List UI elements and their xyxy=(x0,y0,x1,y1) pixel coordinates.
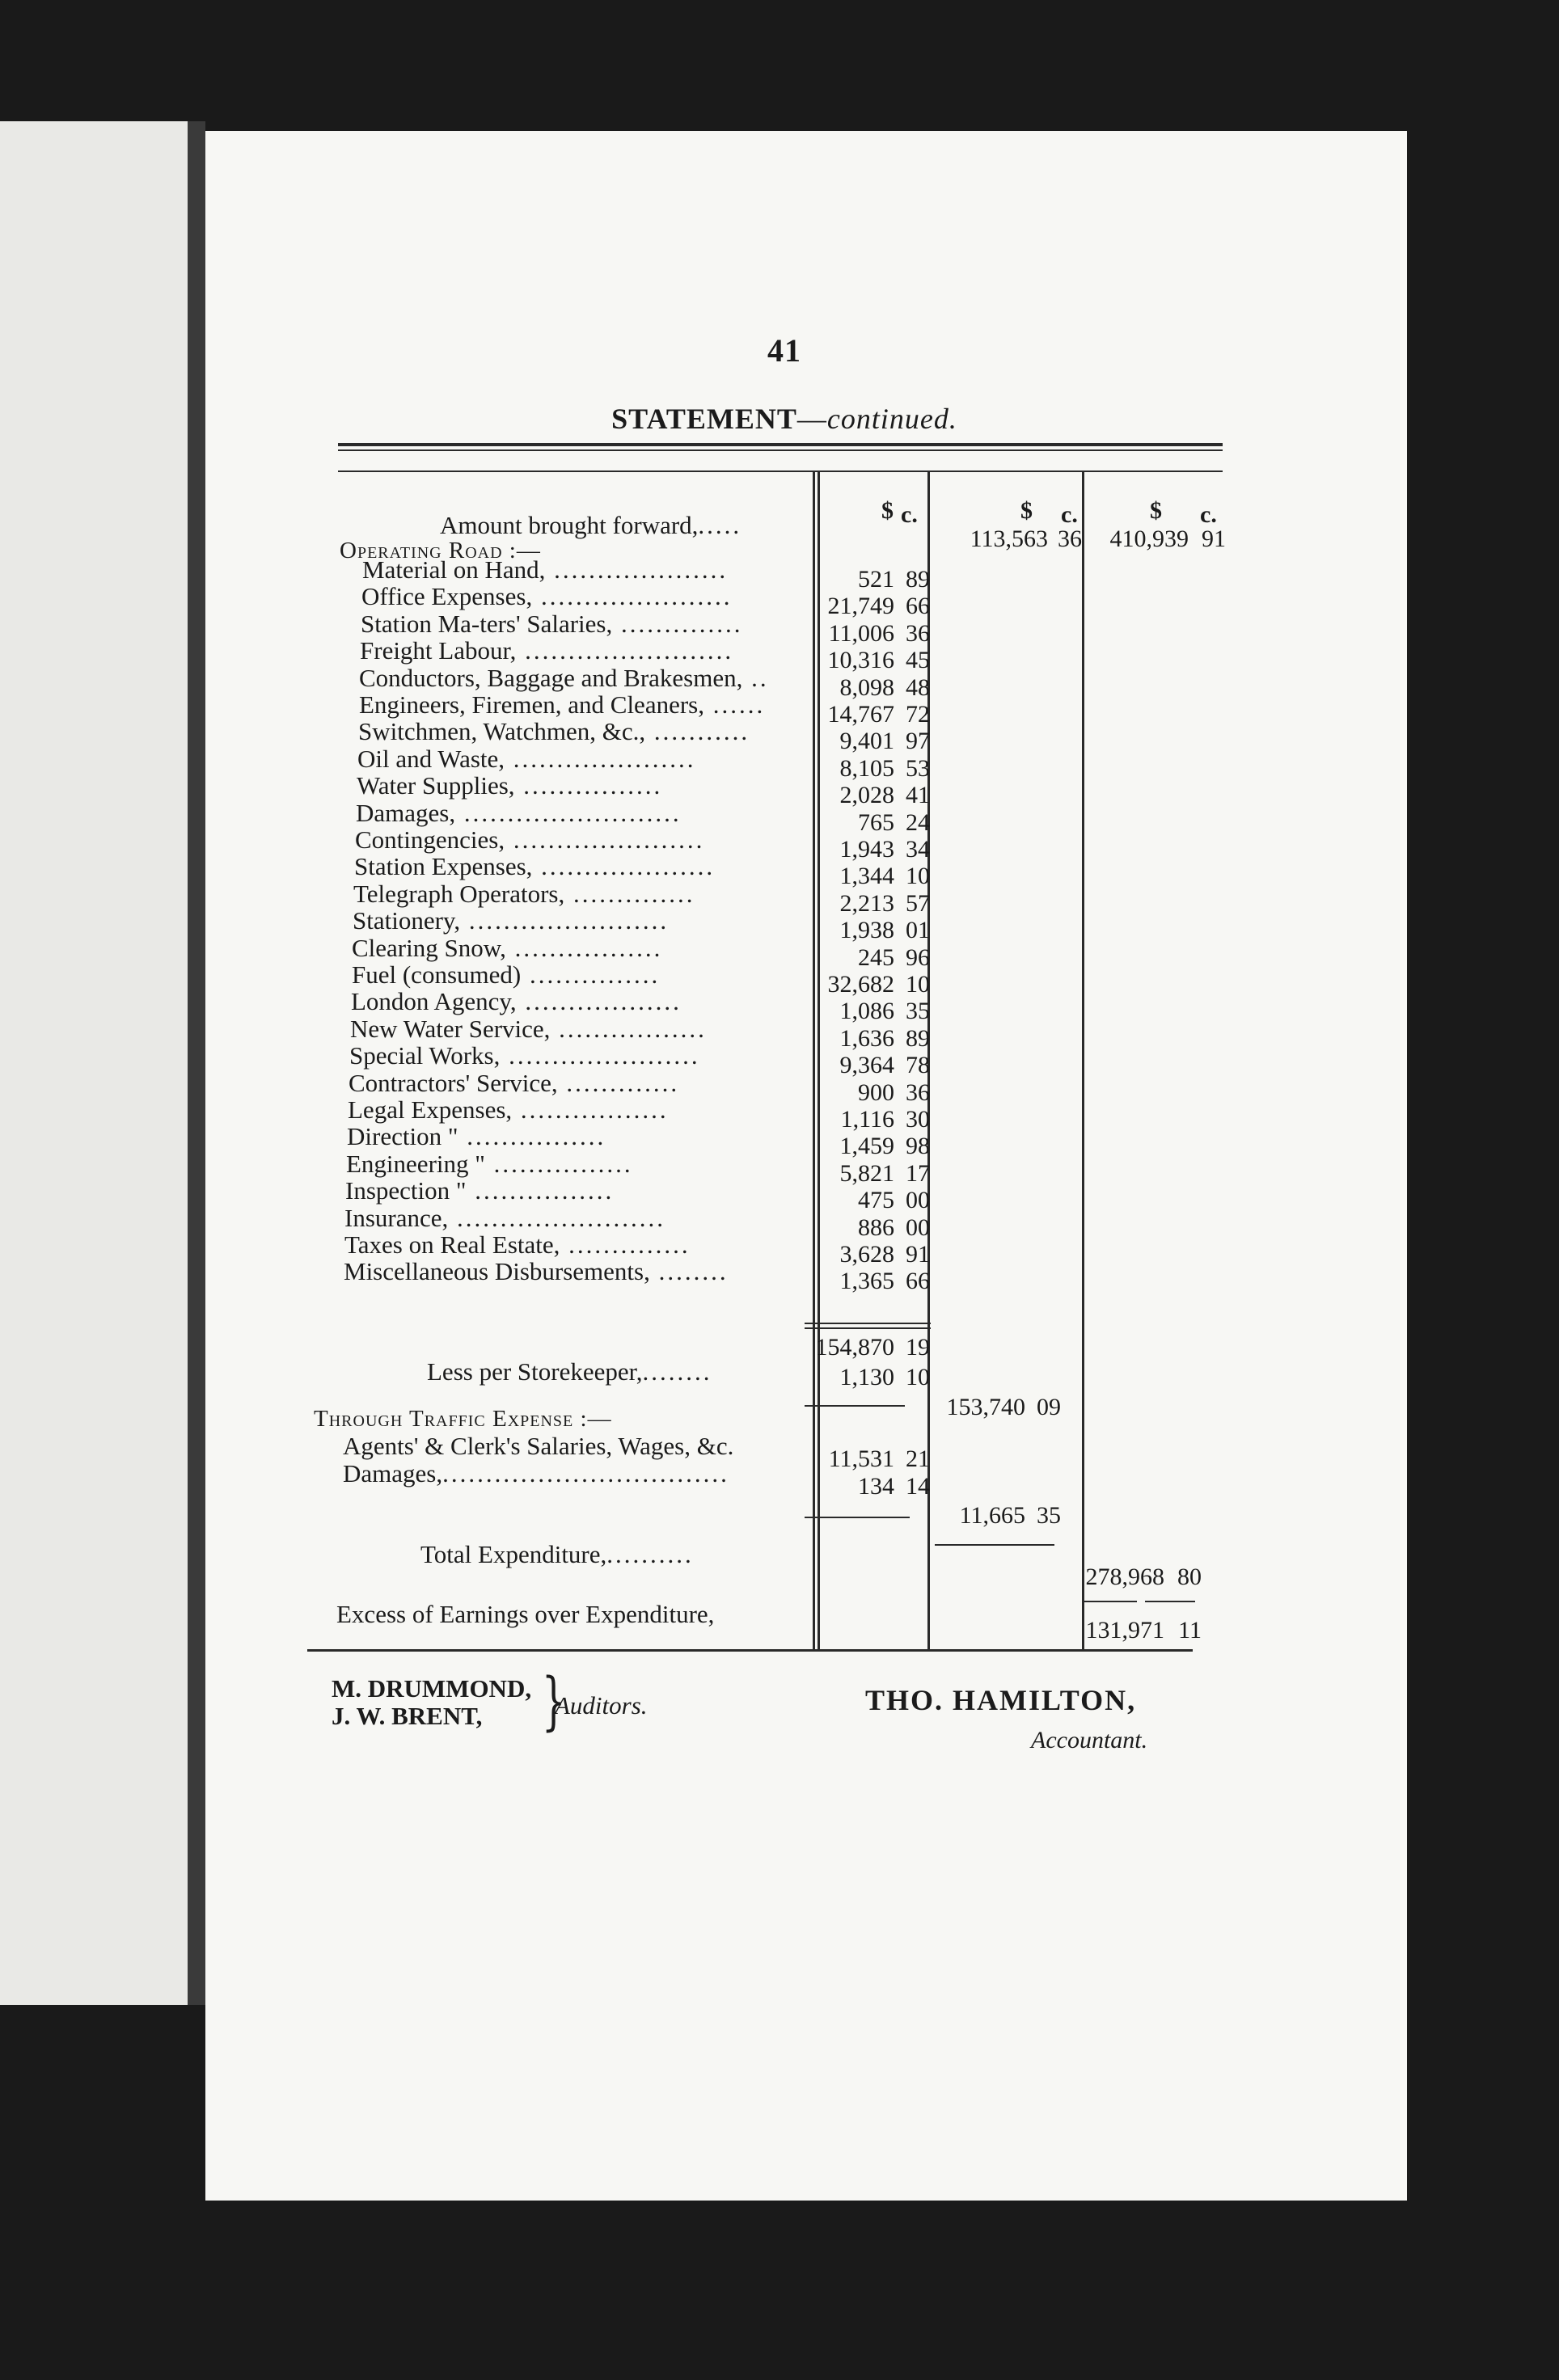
operating-item-dollars: 1,636 xyxy=(839,1025,894,1052)
heading-main: STATEMENT xyxy=(611,403,797,435)
operating-item-cents: 00 xyxy=(906,1214,930,1241)
operating-item-dollars: 5,821 xyxy=(839,1160,894,1187)
through-total-cents: 35 xyxy=(1037,1502,1061,1529)
operating-item-label: Damages, ......................... xyxy=(356,800,682,827)
operating-item-label: Miscellaneous Disbursements, ........ xyxy=(344,1258,729,1285)
heading-sep: — xyxy=(796,403,827,435)
operating-item-cents: 89 xyxy=(906,566,930,593)
operating-item-dollars: 1,344 xyxy=(839,863,894,889)
operating-item-dollars: 8,098 xyxy=(839,674,894,701)
brought-forward-col3-dollars: 410,939 xyxy=(1109,525,1189,552)
heading-continued: continued. xyxy=(826,403,957,435)
operating-item-dollars: 1,365 xyxy=(839,1268,894,1294)
operating-item-cents: 97 xyxy=(906,728,930,754)
through-item-damages-dollars: 134 xyxy=(858,1473,894,1500)
total-rule xyxy=(935,1544,1054,1546)
operating-item-dollars: 245 xyxy=(858,944,894,971)
statement-heading xyxy=(501,402,1067,436)
operating-item-dollars: 9,401 xyxy=(839,728,894,754)
operating-item-label: Office Expenses, ...................... xyxy=(361,583,733,610)
operating-item-label: Contractors' Service, ............. xyxy=(349,1070,680,1097)
operating-item-label: New Water Service, ................. xyxy=(350,1015,707,1043)
operating-item-dollars: 475 xyxy=(858,1187,894,1213)
accountant-title: Accountant. xyxy=(1031,1727,1148,1753)
operating-item-label: Contingencies, ...................... xyxy=(355,826,705,854)
operating-item-cents: 57 xyxy=(906,890,930,917)
operating-item-cents: 96 xyxy=(906,944,930,971)
operating-item-dollars: 1,086 xyxy=(839,998,894,1024)
operating-item-dollars: 765 xyxy=(858,809,894,836)
operating-item-cents: 01 xyxy=(906,917,930,943)
operating-item-dollars: 32,682 xyxy=(827,971,894,998)
operating-item-cents: 41 xyxy=(906,782,930,808)
operating-item-dollars: 3,628 xyxy=(839,1241,894,1268)
subtotal-rule-bottom xyxy=(805,1327,931,1329)
operating-item-dollars: 21,749 xyxy=(827,593,894,619)
operating-net-dollars: 153,740 xyxy=(946,1394,1025,1420)
auditor-name-2: J. W. BRENT, xyxy=(332,1702,483,1730)
through-item-agents-cents: 21 xyxy=(906,1445,930,1472)
operating-item-dollars: 2,028 xyxy=(839,782,894,808)
facing-page xyxy=(0,121,188,2005)
book-spine xyxy=(188,121,205,2005)
operating-item-cents: 89 xyxy=(906,1025,930,1052)
operating-item-label: Station Ma-ters' Salaries, .............. xyxy=(361,610,743,638)
operating-item-label: Clearing Snow, ................. xyxy=(352,935,663,962)
excess-rule-2 xyxy=(1145,1601,1195,1602)
operating-item-label: Material on Hand, .................... xyxy=(362,556,729,584)
operating-item-label: Engineers, Firemen, and Cleaners, ...... xyxy=(359,691,766,719)
through-item-agents-label: Agents' & Clerk's Salaries, Wages, &c. xyxy=(343,1433,734,1460)
through-item-agents-dollars: 11,531 xyxy=(828,1445,894,1472)
top-rule-1 xyxy=(338,443,1223,446)
operating-item-cents: 45 xyxy=(906,647,930,673)
operating-item-dollars: 9,364 xyxy=(839,1052,894,1078)
operating-item-label: Taxes on Real Estate, .............. xyxy=(344,1231,691,1259)
operating-item-cents: 98 xyxy=(906,1133,930,1159)
through-traffic-heading: Through Traffic Expense :— xyxy=(314,1406,612,1432)
operating-item-cents: 72 xyxy=(906,701,930,728)
bottom-rule xyxy=(307,1649,1193,1652)
total-expenditure-dollars: 278,968 xyxy=(1085,1563,1164,1590)
operating-item-label: Oil and Waste, ..................... xyxy=(357,745,696,773)
top-rule-2 xyxy=(338,449,1223,451)
through-rule xyxy=(805,1517,910,1518)
subtotal-cents: 19 xyxy=(906,1334,930,1361)
col2-dollar-header: $ xyxy=(1020,497,1033,524)
total-expenditure-label: Total Expenditure,.......... xyxy=(420,1541,694,1568)
auditor-name-1: M. DRUMMOND, xyxy=(332,1674,532,1703)
operating-item-cents: 35 xyxy=(906,998,930,1024)
auditors-title: Auditors. xyxy=(555,1691,648,1720)
operating-item-dollars: 2,213 xyxy=(839,890,894,917)
operating-item-label: Switchmen, Watchmen, &c., ........... xyxy=(358,718,750,745)
brought-forward-col2-cents: 36 xyxy=(1058,525,1082,552)
operating-item-label: Water Supplies, ................ xyxy=(357,772,663,800)
operating-item-label: Legal Expenses, ................. xyxy=(348,1096,669,1124)
operating-item-dollars: 521 xyxy=(858,566,894,593)
operating-net-cents: 09 xyxy=(1037,1394,1061,1420)
operating-item-label: Engineering " ................ xyxy=(346,1150,633,1178)
less-storekeeper-cents: 10 xyxy=(906,1364,930,1390)
operating-item-cents: 34 xyxy=(906,836,930,863)
subtotal-rule-top xyxy=(805,1323,931,1324)
operating-item-dollars: 8,105 xyxy=(839,755,894,782)
through-total-dollars: 11,665 xyxy=(959,1502,1025,1529)
col3-cents-header: c. xyxy=(1200,501,1217,528)
operating-item-dollars: 11,006 xyxy=(828,620,894,647)
operating-item-label: Station Expenses, .................... xyxy=(354,853,716,880)
net-rule xyxy=(805,1405,905,1407)
subtotal-dollars: 154,870 xyxy=(815,1334,894,1361)
column-divider-3 xyxy=(1082,472,1084,1649)
total-expenditure-cents: 80 xyxy=(1177,1563,1202,1590)
operating-item-label: Special Works, ...................... xyxy=(349,1042,700,1070)
operating-item-dollars: 886 xyxy=(858,1214,894,1241)
auditors-brace: } xyxy=(541,1665,566,1738)
operating-item-label: Insurance, ........................ xyxy=(344,1205,665,1232)
operating-item-dollars: 1,116 xyxy=(840,1106,894,1133)
col2-cents-header: c. xyxy=(1061,501,1078,528)
operating-item-dollars: 1,459 xyxy=(839,1133,894,1159)
brought-forward-label: Amount brought forward,..... xyxy=(440,512,742,539)
operating-item-label: Telegraph Operators, .............. xyxy=(353,880,695,908)
col1-cents-header: c. xyxy=(901,501,918,528)
less-storekeeper-dollars: 1,130 xyxy=(839,1364,894,1390)
page-number: 41 xyxy=(767,332,801,369)
accountant-name: THO. HAMILTON, xyxy=(865,1684,1137,1716)
col3-dollar-header: $ xyxy=(1150,497,1162,524)
operating-item-label: Conductors, Baggage and Brakesmen, .. xyxy=(359,665,769,692)
operating-item-cents: 17 xyxy=(906,1160,930,1187)
operating-item-cents: 36 xyxy=(906,620,930,647)
excess-earnings-dollars: 131,971 xyxy=(1085,1617,1164,1644)
operating-item-cents: 00 xyxy=(906,1187,930,1213)
excess-earnings-cents: 11 xyxy=(1178,1617,1202,1644)
brought-forward-col3-cents: 91 xyxy=(1202,525,1226,552)
operating-item-cents: 24 xyxy=(906,809,930,836)
operating-item-cents: 10 xyxy=(906,863,930,889)
operating-item-label: Freight Labour, ........................ xyxy=(360,637,734,665)
operating-item-cents: 10 xyxy=(906,971,930,998)
operating-item-label: Fuel (consumed) ............... xyxy=(352,961,661,989)
operating-item-cents: 36 xyxy=(906,1079,930,1106)
operating-road-heading: Operating Road :— xyxy=(340,538,541,563)
excess-rule-1 xyxy=(1084,1601,1137,1602)
operating-item-dollars: 10,316 xyxy=(827,647,894,673)
operating-item-cents: 78 xyxy=(906,1052,930,1078)
col1-dollar-header: $ xyxy=(881,497,894,524)
operating-item-dollars: 1,943 xyxy=(839,836,894,863)
operating-item-dollars: 1,938 xyxy=(839,917,894,943)
auditor-names xyxy=(332,1675,531,1730)
operating-item-dollars: 14,767 xyxy=(827,701,894,728)
brought-forward-col2-dollars: 113,563 xyxy=(970,525,1048,552)
operating-item-label: Stationery, ....................... xyxy=(353,907,670,935)
operating-item-cents: 66 xyxy=(906,593,930,619)
through-item-damages-label: Damages,................................. xyxy=(343,1460,729,1488)
operating-item-cents: 91 xyxy=(906,1241,930,1268)
operating-item-cents: 53 xyxy=(906,755,930,782)
operating-item-label: Direction " ................ xyxy=(347,1123,606,1150)
operating-item-dollars: 900 xyxy=(858,1079,894,1106)
operating-item-cents: 30 xyxy=(906,1106,930,1133)
excess-earnings-label: Excess of Earnings over Expenditure, xyxy=(336,1601,715,1628)
operating-item-cents: 48 xyxy=(906,674,930,701)
through-item-damages-cents: 14 xyxy=(906,1473,930,1500)
operating-item-cents: 66 xyxy=(906,1268,930,1294)
top-rule-3 xyxy=(338,471,1223,472)
operating-item-label: Inspection " ................ xyxy=(345,1177,615,1205)
less-storekeeper-label: Less per Storekeeper,........ xyxy=(427,1358,712,1386)
operating-item-label: London Agency, .................. xyxy=(351,988,682,1015)
